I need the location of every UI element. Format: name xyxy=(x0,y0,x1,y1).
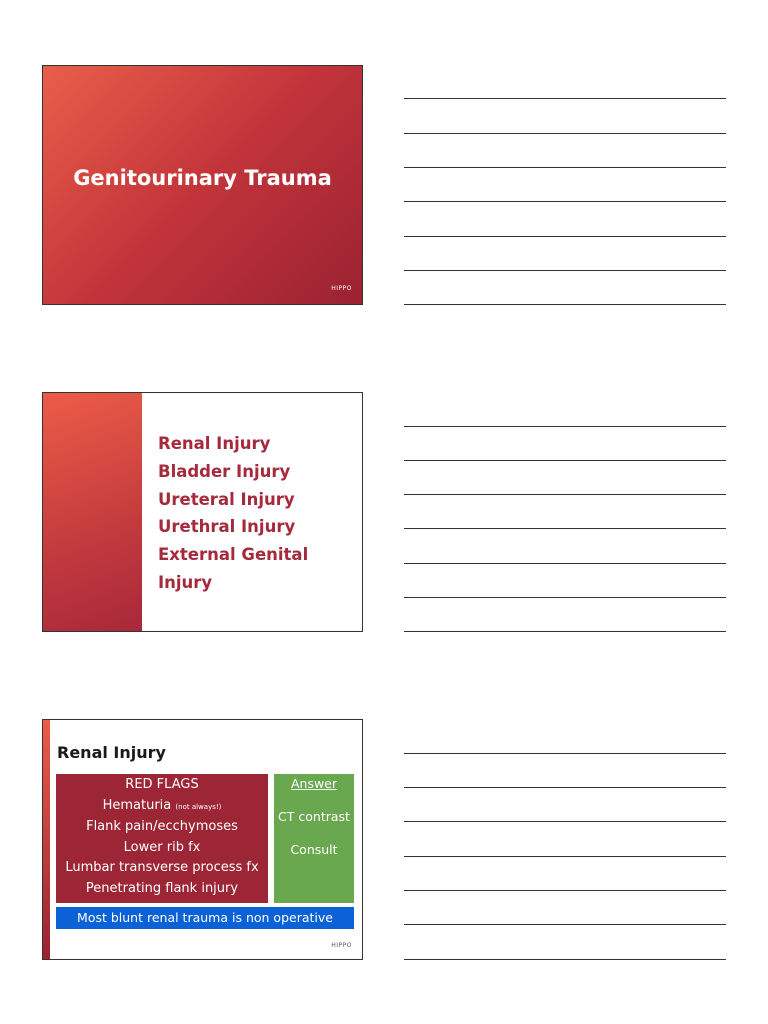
slide-2 xyxy=(42,392,363,632)
topic-item: External Genital xyxy=(158,545,309,565)
note-line xyxy=(404,856,726,857)
slide-1-title: Genitourinary Trauma xyxy=(73,166,332,190)
topic-item: Urethral Injury xyxy=(158,517,296,537)
note-line xyxy=(404,426,726,427)
slide-3-side-band xyxy=(43,720,50,959)
note-line xyxy=(404,924,726,925)
topic-item: Bladder Injury xyxy=(158,461,291,481)
note-line xyxy=(404,821,726,822)
note-line xyxy=(404,787,726,788)
note-line xyxy=(404,890,726,891)
red-flag-item: Lower rib fx xyxy=(123,839,201,855)
slide-1 xyxy=(42,65,363,305)
answer-box xyxy=(274,774,354,903)
red-flag-item xyxy=(56,796,268,818)
slide-3 xyxy=(42,719,363,960)
note-line xyxy=(404,563,726,564)
note-line xyxy=(404,270,726,271)
red-flag-item: Flank pain/ecchymoses xyxy=(86,819,238,834)
hippo-logo: HIPPO xyxy=(331,942,352,949)
hippo-logo: HIPPO xyxy=(331,285,352,292)
topic-list xyxy=(158,430,308,597)
red-flag-item: Lumbar transverse process fx xyxy=(65,860,259,875)
note-line xyxy=(404,528,726,529)
note-line xyxy=(404,304,726,305)
slide-3-title: Renal Injury xyxy=(57,743,166,762)
note-line xyxy=(404,460,726,461)
answer-item: Consult xyxy=(290,842,338,857)
note-line xyxy=(404,959,726,960)
topic-item: Ureteral Injury xyxy=(158,489,295,509)
note-line xyxy=(404,201,726,202)
red-flags-box xyxy=(56,774,268,903)
note-line xyxy=(404,167,726,168)
note-line xyxy=(404,631,726,632)
note-line xyxy=(404,98,726,99)
answer-heading: Answer xyxy=(290,776,338,791)
note-line xyxy=(404,753,726,754)
hematuria-text: Hematuria xyxy=(102,797,172,813)
note-line xyxy=(404,597,726,598)
note-line xyxy=(404,133,726,134)
red-flags-heading: RED FLAGS xyxy=(125,777,199,792)
hematuria-note: (not always!) xyxy=(175,802,222,811)
note-line xyxy=(404,236,726,237)
note-line xyxy=(404,494,726,495)
slide-2-side-band xyxy=(43,393,142,631)
topic-item: Renal Injury xyxy=(158,434,271,453)
red-flag-item: Penetrating flank injury xyxy=(85,880,239,896)
footer-bar: Most blunt renal trauma is non operative xyxy=(56,907,354,929)
topic-item: Injury xyxy=(158,572,213,592)
answer-item: CT contrast xyxy=(278,809,350,824)
